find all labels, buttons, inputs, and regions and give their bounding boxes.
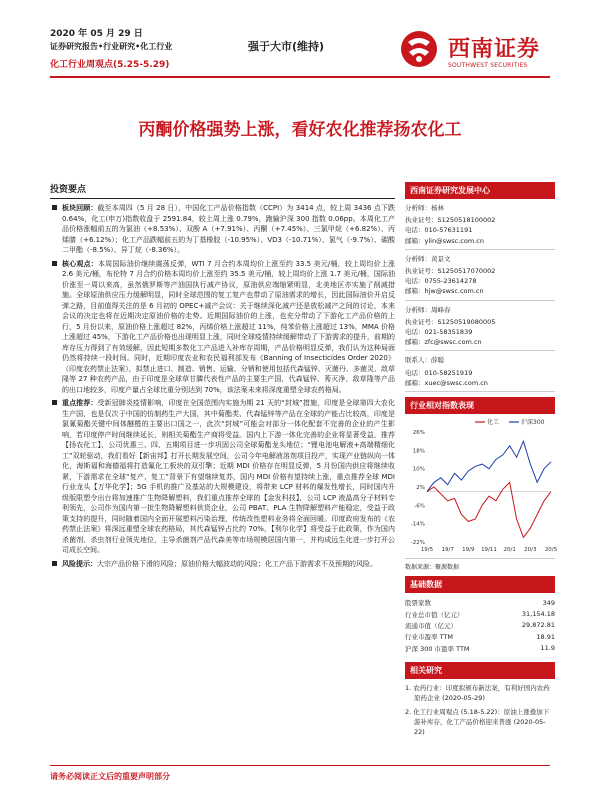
paragraph-text: 受新冠肺炎疫情影响，印度在全国范围内实施为期 21 天的“封城”措施，印度是全球第四大农化生产国，也是仅次于中国的仿制药生产大国，其中菊酯类、代森锰锌等产品在全球的产能占比较高，印度是氯氰菊酯关键中间体醚醛的主要出口国之一，此次“封城”可能会对部分一体化配套不完善的企业的产生影响，若印度停产时间继续延长，则相关菊酯生产商将受益。国内上下游一体化完善的企业将显著受益，推荐【扬农化工】，公司优惠三、四、五期项目进一步巩固公司全球菊酯龙头地位；“锂电池电解液+高端精细化工”双轮驱动，我们看好【新宙邦】打开长期发展空间，公司今年电解液溶剂项目投产，实现产业链纵向一体化，海斯福和海德福将打造氟化工板块的双引擎；近期 MDI 价格存在明显反弹，5 月份国内供应将继续收紧，下游需求在全球“复产、复工”背景下有望继续复苏，国内 MDI 价格有望持续上涨，重点推荐全球 MDI 行业龙头【万华化学】；5G 手机的推广及基站的大规模建设，将带来 LCP 材料的爆发性增长，同时国内升级版限塑令出台将加速推广生物降解塑料，我们重点推荐全球的【金发科技】，公司 LCP 液晶高分子材料专利领先，公司作为国内第一批生物降解塑料供货企业，公司 PBAT、PLA 生物降解塑料产能稳定，受益于政策支持的提升，同时随着国内全面开展塑料污染治理，传统改性塑料业务将全面回暖。印度政府发布的《农药禁止法案》将深远重塑全球农药格局，其代森锰锌占比约 70%，【利尔化学】将受益于此政策，作为国内杀菌剂、杀虫剂行业领先地位，主导杀菌剂产品代森美等市场规模居国内第一，并构成远生化进一步打开公司成长空间。 [62, 399, 396, 554]
stat-label: 股票家数 [405, 599, 431, 608]
bullet-icon [52, 205, 57, 210]
analyst-card [405, 250, 555, 301]
x-tick-label: 19/7 [441, 547, 454, 554]
stat-label: 沪深 300 市盈率 TTM [405, 644, 470, 653]
team-heading: 西南证券研究发展中心 [405, 182, 555, 199]
paragraph-text: 大宗产品价格下滑的风险；原油价格大幅波动的风险；化工产品下游需求不及预期的风险。 [97, 559, 377, 568]
y-tick-label: 10% [412, 466, 425, 473]
table-row [405, 631, 555, 642]
paragraph-label: 核心观点： [62, 259, 98, 268]
related-list [405, 683, 555, 737]
analyst-email[interactable]: 邮箱：hjw@swsc.com.cn [405, 287, 484, 296]
table-row [405, 620, 555, 631]
y-tick-label: -22% [410, 540, 425, 547]
logo-text-cn: 西南证券 [448, 36, 541, 62]
chart-source: 数据来源：聚源数据 [405, 564, 460, 572]
stat-value: 349 [542, 598, 555, 607]
related-item[interactable]: 2. 化工行业周观点 (5.18-5.22)：原油上涨叠加下游补库存，化工产品价格迎来普涨 (2020-05-22) [405, 707, 550, 736]
analyst-card [405, 351, 555, 392]
stat-label: 流通市值（亿元） [405, 621, 457, 630]
analyst-name: 分析师：黄景文 [405, 254, 451, 263]
analyst-card [405, 199, 555, 250]
analyst-phone: 电话：0755-23614278 [405, 277, 477, 286]
paragraph-review [50, 203, 395, 256]
legend-label: 沪深300 [521, 419, 545, 427]
paragraph-label: 重点推荐： [62, 399, 98, 407]
paragraph-risk [50, 559, 395, 570]
x-tick-label: 19/11 [481, 547, 497, 554]
relative-index-chart [405, 414, 558, 559]
investment-summary [50, 182, 395, 572]
paragraph-label: 板块回顾： [62, 204, 98, 212]
footer-rule [50, 765, 550, 766]
x-tick-label: 20/3 [524, 547, 537, 554]
analyst-name: 联系人：薛聪 [405, 356, 444, 365]
table-row [405, 597, 555, 608]
table-row [405, 643, 555, 654]
logo-text-en: SOUTHWEST SECURITIES [448, 62, 528, 69]
analyst-email[interactable]: 邮箱：xuec@swsc.com.cn [405, 378, 488, 387]
footer-disclaimer[interactable]: 请务必阅读正文后的重要声明部分 [50, 772, 170, 781]
bullet-icon [52, 561, 57, 566]
stat-label: 行业市盈率 TTM [405, 633, 454, 642]
analyst-cert: 执业证号：S1250518100002 [405, 216, 496, 225]
legend-label: 化工 [487, 419, 500, 427]
header-rule [50, 76, 550, 78]
x-tick-label: 19/9 [462, 547, 475, 554]
analyst-cert: 执业证号：S1250517070002 [405, 267, 496, 276]
paragraph-text: 截至本周四（5 月 28 日），中国化工产品价格指数（CCPI）为 3414 点，较上周 3436 点下跌 0.64%，化工(申万)指数收盘于 2591.84，较上周上涨 0.79%，跑输沪深 300 指数 0.06pp。本周化工产品价格涨幅前五的为氯油（+8.53%）、双酚 A（+7.91%）、丙酮（+7.45%）、三氯甲烷（+6.82%）、丙烯腈（+6.12%）；化工产品跌幅前五的为丁基橡胶（-10.95%）、VD3（-10.71%）、氯气（-9.7%）、碳酸二甲酯（-8.5%）、异丁烷（-8.36%）。 [62, 204, 395, 254]
paragraph-label: 风险提示： [62, 559, 97, 568]
report-type: 证券研究报告•行业研究•化工行业 [50, 42, 173, 51]
analyst-card [405, 301, 555, 352]
paragraph-recommendation [50, 398, 395, 556]
index-chart-box [405, 397, 558, 576]
stats-heading: 基础数据 [405, 576, 555, 593]
x-tick-label: 19/5 [420, 547, 434, 554]
y-tick-label: -14% [410, 521, 425, 528]
analyst-phone: 电话：021-58351839 [405, 328, 473, 337]
stats-table [405, 597, 555, 654]
company-logo [400, 26, 560, 76]
y-tick-label: -6% [414, 503, 425, 510]
rating-label: 强于大市(维持) [248, 40, 325, 53]
table-row [405, 608, 555, 619]
stat-value: 18.91 [536, 632, 555, 641]
analyst-email[interactable]: 邮箱：ylin@swsc.com.cn [405, 236, 484, 245]
stat-label: 行业总市值（亿元） [405, 610, 464, 619]
bullet-icon [52, 261, 57, 266]
analyst-name: 分析师：杨林 [405, 204, 444, 212]
stat-value: 31,154.18 [521, 610, 555, 619]
paragraph-text: 本周国际油价继续震荡反弹，WTI 7 月合约本周均价上涨至约 33.5 美元/桶，较上周均价上涨 2.6 美元/桶，布伦特 7 月合约价格本周均价上涨至约 35.5 美元/桶，较上周均价上涨 1.7 美元/桶，国际油价涨至一周以来高，虽然俄罗斯等产油国执行减产协议，原油供应端缩紧明显，北美地区亦实施了削减措施。全球原油供应压力缓解明显，同时全球范围的复工复产也带动了原油需求的增长，因此国际油价开启反弹之路，目前值得关注的是 6 月初的 OPEC+减产会议：关于继续深化减产还是放松减产之间的讨论，本来会议的决定也将在近期决定原油价格的走势。近期国际油价的上涨，也充分带动了下游化工产品价格的上行，5 月份以来，原油价格上涨超过 82%，丙烯价格上涨超过 11%，纯苯价格上涨超过 13%，MMA 价格上涨超过 45%，下游化工产品价格也出现明显上涨，同时全球疫情持续缓解带动了下游需求的提升，前期的库存压力得到了有效缓解，因此短期多数化工产品进入补库存周期，产品价格明显反弹，我们认为这种局面仍然将持续一段时间。同时，近期印度农业和农民福利部发布《Banning of Insecticides Order 2020》（印度农药禁止法案），拟禁止进口、制造、销售、运输、分销和使用包括代森锰锌、灭菌丹、多菌灵、敌草隆等 27 种农药产品，由于印度是全球草甘膦代表性产品的主要生产国，代森锰锌、莠灭净、敌草隆等产品的出口地较多，印度产量占全球比重分别达到 70%，该法案未来将深度重塑全球农药格局。 [62, 259, 396, 394]
sidebar [405, 182, 558, 741]
analyst-cert: 执业证号：S1250519080005 [405, 317, 496, 326]
y-tick-label: 18% [412, 448, 425, 455]
x-tick-label: 20/5 [544, 547, 558, 554]
analyst-email[interactable]: 邮箱：zfc@swsc.com.cn [405, 338, 482, 347]
analyst-name: 分析师：周峰春 [405, 305, 451, 314]
chart-area [405, 414, 558, 559]
y-tick-label: 2% [416, 485, 425, 492]
bullet-icon [52, 400, 57, 405]
y-tick-label: 26% [412, 430, 425, 437]
stat-value: 29,872.81 [521, 621, 555, 630]
related-heading: 相关研究 [405, 662, 555, 679]
report-title: 丙酮价格强势上涨，看好农化推荐扬农化工 [138, 120, 462, 140]
report-date: 2020 年 05 月 29 日 [50, 29, 143, 39]
related-item[interactable]: 1. 农药行业：印度拟颁布新法案，有利好国内农药原药企业 (2020-05-29) [405, 683, 550, 702]
stat-value: 11.9 [540, 644, 555, 653]
analyst-phone: 电话：010-57631191 [405, 226, 473, 235]
series-line-csi300 [427, 441, 551, 491]
x-tick-label: 20/1 [503, 547, 516, 554]
series-line-chemical [427, 482, 551, 537]
logo-mark-icon [400, 30, 438, 68]
weekly-title: 化工行业周观点(5.25-5.29) [50, 60, 170, 70]
analyst-phone: 电话：010-58251919 [405, 368, 473, 377]
paragraph-core-view [50, 259, 395, 396]
chart-heading: 行业相对指数表现 [405, 397, 555, 414]
section-heading: 投资要点 [50, 182, 395, 199]
